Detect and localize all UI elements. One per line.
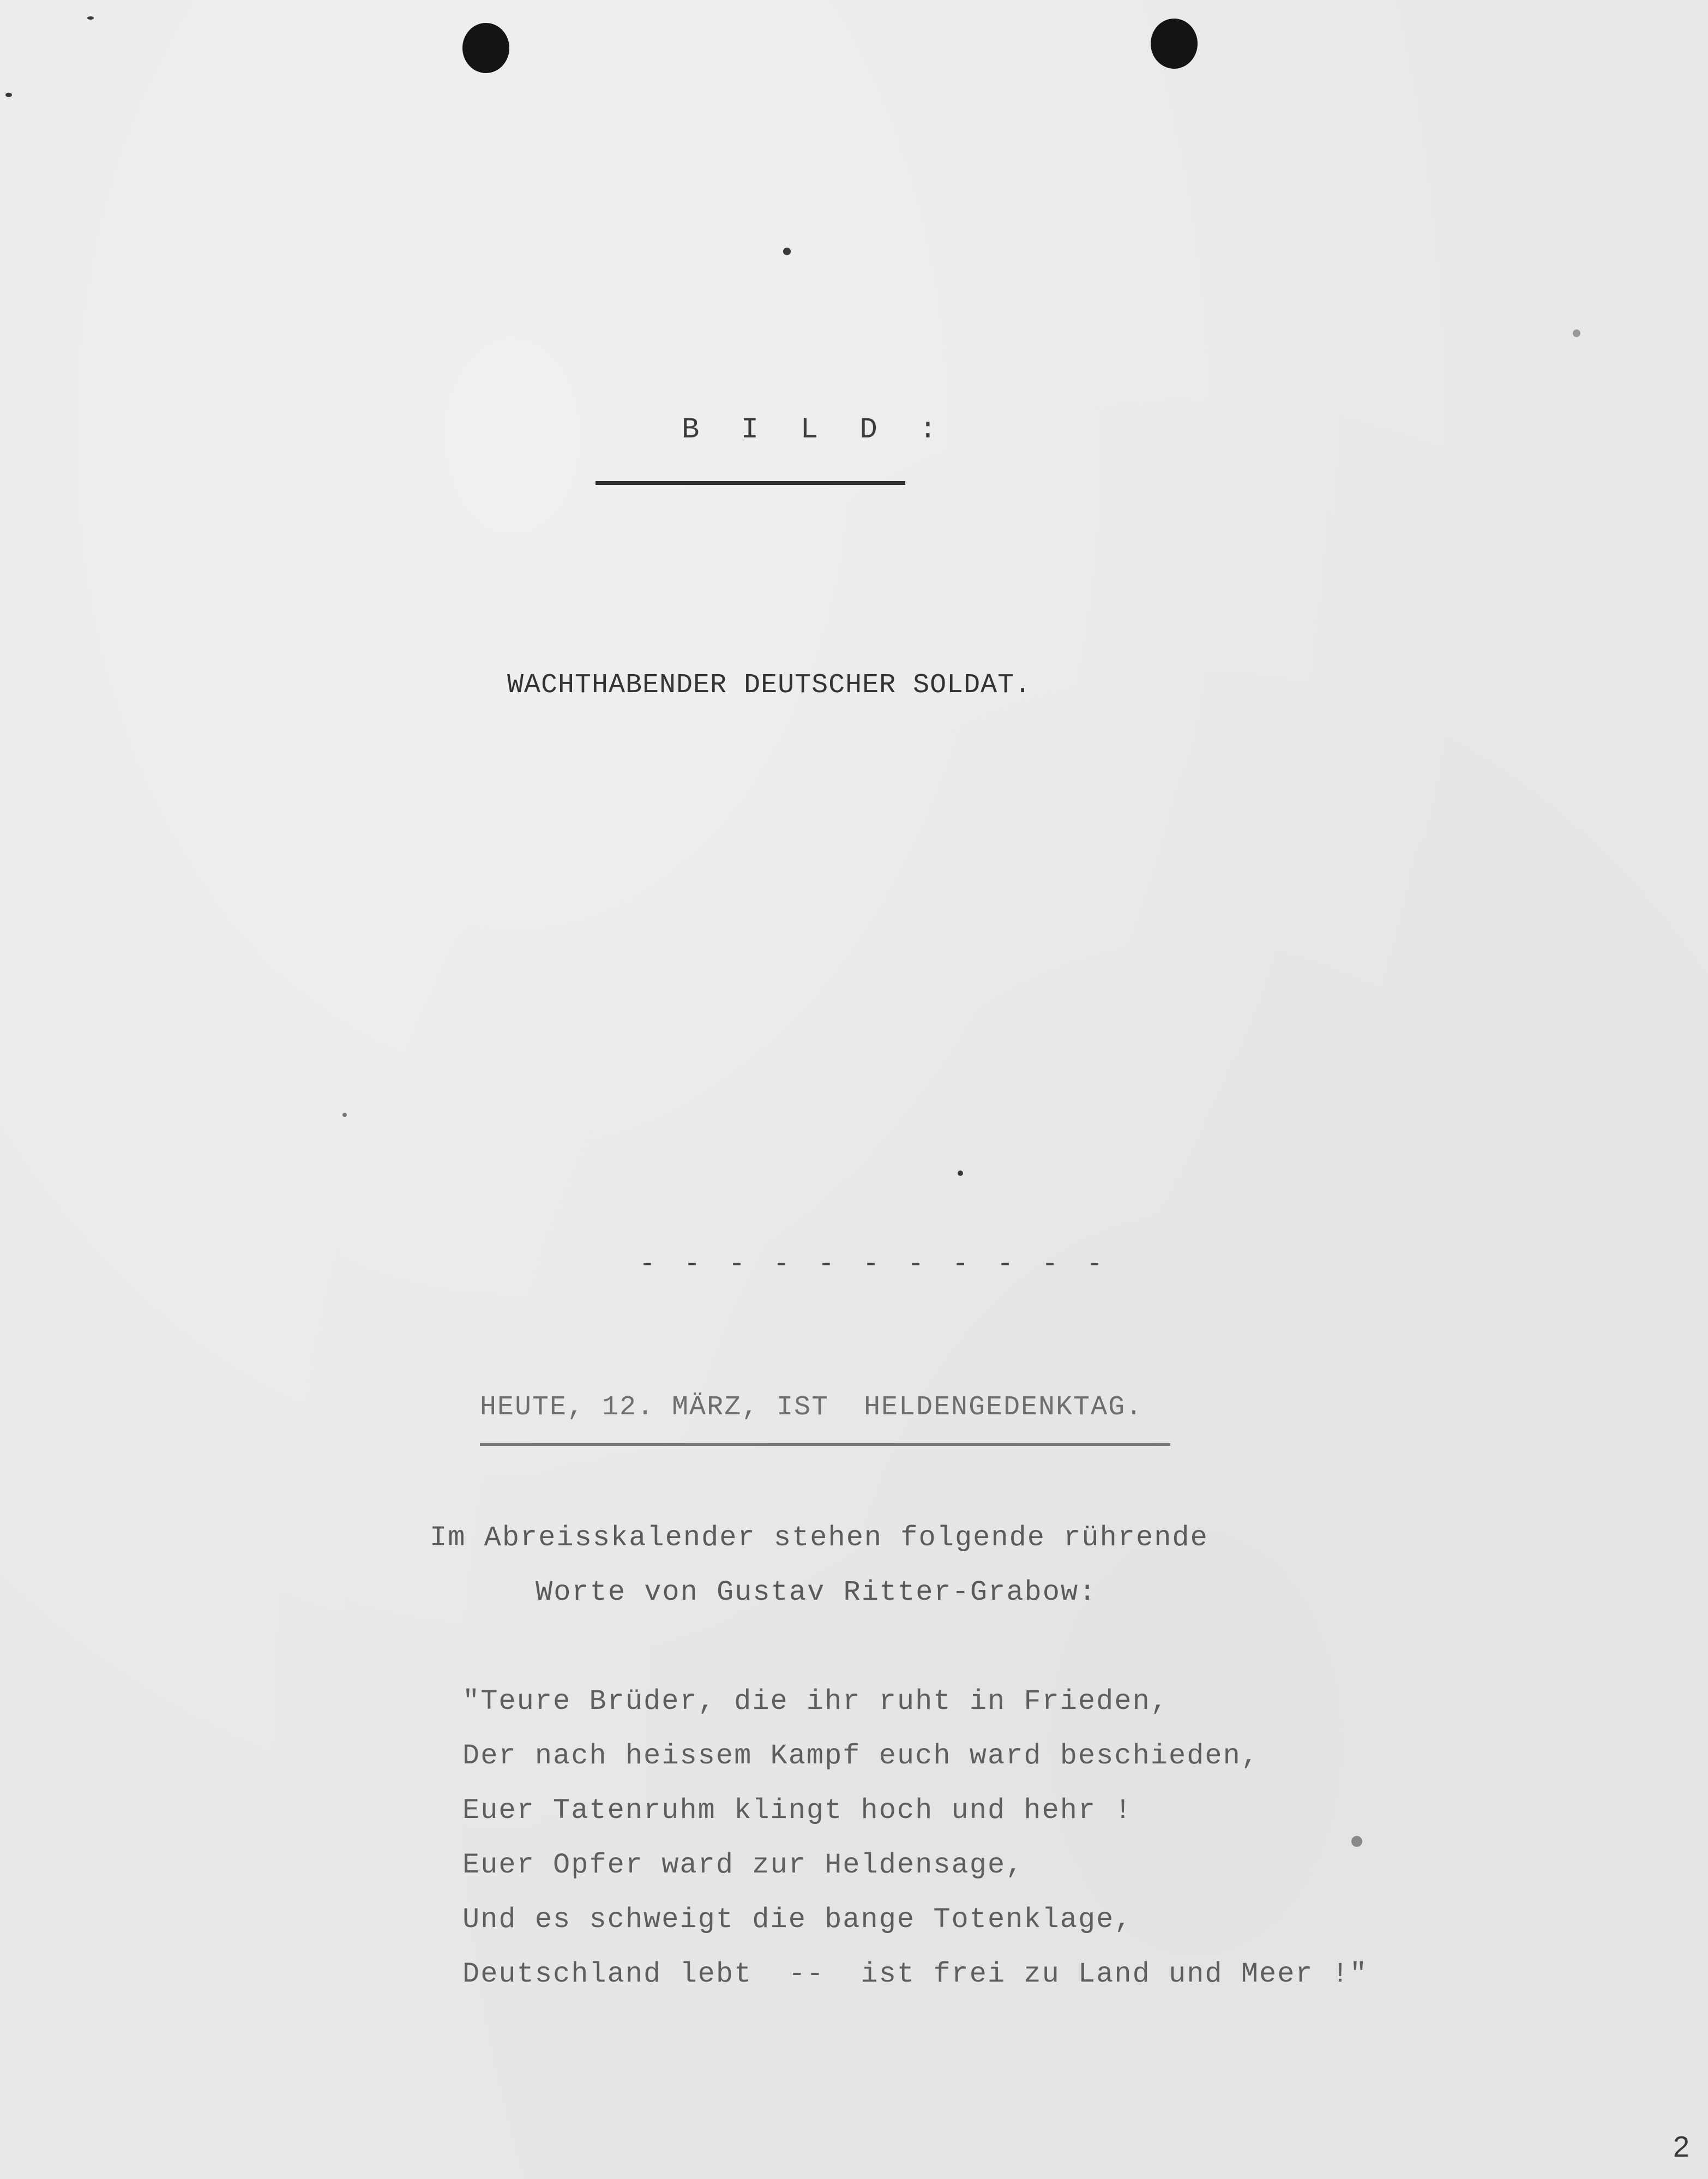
paper-speck — [1573, 329, 1580, 337]
poem-line: Euer Opfer ward zur Heldensage, — [462, 1849, 1024, 1881]
title-underline — [596, 481, 905, 485]
punch-hole-right — [1151, 19, 1198, 69]
intro-line: Worte von Gustav Ritter-Grabow: — [536, 1576, 1097, 1608]
poem-line: Der nach heissem Kampf euch ward beschieden, — [462, 1740, 1260, 1772]
intro-line: Im Abreisskalender stehen folgende rührende — [430, 1522, 1208, 1554]
paper-speck — [783, 248, 791, 255]
section-heading: HEUTE, 12. MÄRZ, IST HELDENGEDENKTAG. — [480, 1392, 1144, 1423]
dashed-separator: - - - - - - - - - - - — [639, 1249, 1109, 1280]
poem-line: Deutschland lebt -- ist frei zu Land und Meer !" — [462, 1958, 1368, 1990]
paper-speck — [958, 1170, 963, 1176]
paper-speck — [1351, 1836, 1362, 1847]
punch-hole-left — [462, 23, 509, 73]
poem-line: Und es schweigt die bange Totenklage, — [462, 1904, 1133, 1936]
poem-line: "Teure Brüder, die ihr ruht in Frieden, — [462, 1685, 1169, 1718]
page-number: 2 — [1673, 2130, 1690, 2163]
document-subtitle: WACHTHABENDER DEUTSCHER SOLDAT. — [507, 670, 1032, 701]
paper-speck — [5, 93, 12, 97]
heading-underline — [480, 1443, 1170, 1446]
paper-speck — [87, 16, 94, 20]
paper-speck — [342, 1113, 347, 1117]
document-title: B I L D : — [682, 413, 949, 447]
poem-line: Euer Tatenruhm klingt hoch und hehr ! — [462, 1794, 1133, 1827]
